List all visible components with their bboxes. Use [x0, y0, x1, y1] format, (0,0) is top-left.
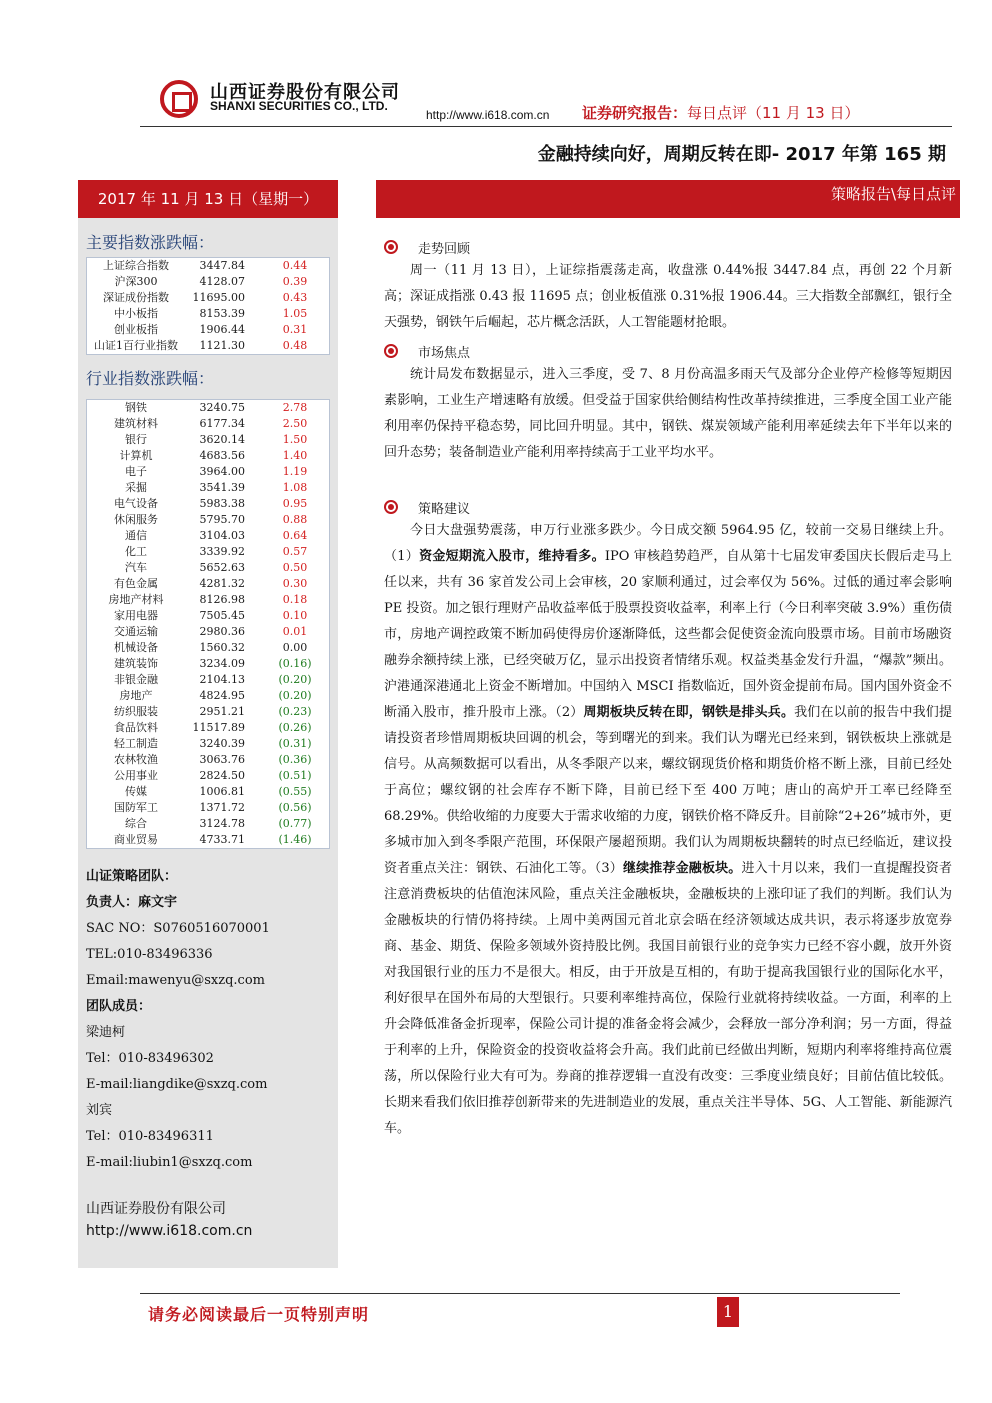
index-change: 0.31 — [282, 323, 308, 336]
industry-value: 3240.75 — [199, 401, 245, 414]
industry-value: 3541.39 — [199, 481, 245, 494]
footer-website-link[interactable]: http://www.i618.com.cn — [86, 1223, 253, 1239]
industry-name: 农林牧渔 — [114, 753, 158, 766]
header-website-link[interactable]: http://www.i618.com.cn — [426, 108, 550, 122]
industry-value: 2824.50 — [199, 769, 245, 782]
table-row — [87, 274, 329, 290]
industry-name: 建筑材料 — [114, 417, 158, 430]
industry-name: 房地产材料 — [108, 593, 164, 606]
category-banner — [376, 180, 960, 218]
industry-change: (0.20) — [278, 689, 312, 702]
footer-divider — [140, 1293, 900, 1294]
industry-change: (0.26) — [278, 721, 312, 734]
industry-name: 采掘 — [125, 481, 147, 494]
industry-change: (0.36) — [278, 753, 312, 766]
table-row — [87, 688, 329, 704]
member-email[interactable]: E-mail:liangdike@sxzq.com — [86, 1077, 268, 1092]
industry-change: (0.56) — [278, 801, 312, 814]
table-row — [87, 416, 329, 432]
company-name-cn: 山西证券股份有限公司 — [210, 82, 400, 103]
members-title: 团队成员： — [86, 999, 152, 1014]
table-row — [87, 496, 329, 512]
industry-change: (0.77) — [278, 817, 312, 830]
industry-value: 3234.09 — [199, 657, 245, 670]
main-index-table — [86, 257, 330, 355]
company-name-en: SHANXI SECURITIES CO., LTD. — [210, 99, 388, 113]
industry-change: (0.55) — [278, 785, 312, 798]
table-row — [87, 290, 329, 306]
table-row — [87, 448, 329, 464]
industry-change: (0.23) — [278, 705, 312, 718]
sidebar-footer — [86, 1198, 252, 1242]
industry-name: 电气设备 — [114, 497, 158, 510]
paragraph-text: IPO 审核趋势趋严，自从第十七届发审委国庆长假后走马上任以来，共有 36 家首发公司上会审核，20 家顺利通过，过会率仅为 56%。过低的通过率会影响 PE 投资。加之银行理财产品收益率低于股票投资收益率，利率上行（今日利率突破 3.9%）重伤债市，房地产调控政策不断加码使得房价逐渐降低，这些都会促使资金流向股票市场。目前市场融资融券余额持续上涨，已经突破万亿，显示出投资者情绪乐观。权益类基金发行升温，“爆款”频出。沪港通深港通北上资金不断增加。中国纳入 MSCI 指数临近，国外资金提前布局。国内国外资金不断涌入股市，推升股市上涨。（2） — [384, 549, 952, 720]
table-row — [87, 720, 329, 736]
footer-company: 山西证券股份有限公司 — [86, 1201, 226, 1217]
table-row — [87, 432, 329, 448]
industry-value: 8126.98 — [199, 593, 245, 606]
table-row — [87, 338, 329, 354]
industry-name: 非银金融 — [114, 673, 158, 686]
table-row — [87, 832, 329, 848]
section-heading — [384, 342, 470, 361]
industry-value: 3124.78 — [199, 817, 245, 830]
page-title: 金融持续向好，周期反转在即- 2017 年第 165 期 — [537, 144, 946, 165]
index-change: 0.44 — [282, 259, 308, 272]
highlight-text: 继续推荐金融板块。 — [622, 861, 742, 876]
index-value: 8153.39 — [199, 307, 245, 320]
table-row — [87, 672, 329, 688]
disclaimer-notice: 请务必阅读最后一页特别声明 — [148, 1305, 370, 1324]
industry-value: 4683.56 — [199, 449, 245, 462]
table-row — [87, 640, 329, 656]
index-name: 深证成份指数 — [103, 291, 169, 304]
industry-value: 3964.00 — [199, 465, 245, 478]
section-title: 市场焦点 — [418, 346, 471, 361]
industry-value: 1006.81 — [199, 785, 245, 798]
highlight-text: 周期板块反转在即，钢铁是排头兵。 — [583, 705, 795, 720]
page-number: 1 — [717, 1297, 739, 1327]
industry-name: 商业贸易 — [114, 833, 158, 846]
header-divider — [140, 126, 952, 127]
industry-name: 家用电器 — [114, 609, 158, 622]
table-row — [87, 624, 329, 640]
industry-change: 0.00 — [282, 641, 308, 654]
company-logo — [160, 80, 198, 118]
industry-name: 纺织服装 — [114, 705, 158, 718]
paragraph — [384, 518, 952, 1142]
industry-index-table — [86, 399, 330, 849]
industry-value: 5652.63 — [199, 561, 245, 574]
index-change: 0.48 — [282, 339, 308, 352]
industry-value: 3620.14 — [199, 433, 245, 446]
index-value: 4128.07 — [199, 275, 245, 288]
index-change: 1.05 — [282, 307, 308, 320]
table-row — [87, 560, 329, 576]
table-row — [87, 306, 329, 322]
industry-value: 3063.76 — [199, 753, 245, 766]
member-name: 刘宾 — [86, 1103, 113, 1118]
industry-name: 国防军工 — [114, 801, 158, 814]
index-value: 1121.30 — [199, 339, 245, 352]
industry-value: 4733.71 — [199, 833, 245, 846]
industry-value: 3240.39 — [199, 737, 245, 750]
table-row — [87, 736, 329, 752]
industry-name: 轻工制造 — [114, 737, 158, 750]
industry-change: 0.10 — [282, 609, 308, 622]
industry-change: (0.16) — [278, 657, 312, 670]
paragraph-text: 今日大盘强势震荡，申万行业涨多跌少。今日成交额 5964.95 亿，较前一交易日继续上升。（1） — [384, 523, 952, 564]
industry-name: 食品饮料 — [114, 721, 158, 734]
member-email[interactable]: E-mail:liubin1@sxzq.com — [86, 1155, 253, 1170]
industry-name: 有色金属 — [114, 577, 158, 590]
industry-value: 3339.92 — [199, 545, 245, 558]
industry-change: 0.30 — [282, 577, 308, 590]
member-name: 梁迪柯 — [86, 1025, 126, 1040]
industry-value: 11517.89 — [192, 721, 245, 734]
table-row — [87, 768, 329, 784]
industry-value: 2104.13 — [199, 673, 245, 686]
industry-name: 房地产 — [119, 689, 153, 702]
industry-change: 2.50 — [282, 417, 308, 430]
section-title: 走势回顾 — [418, 242, 471, 257]
lead-sac: SAC NO：S0760516070001 — [86, 921, 270, 936]
industry-change: 1.19 — [282, 465, 308, 478]
table-row — [87, 784, 329, 800]
report-label: 证券研究报告： — [582, 104, 688, 122]
table-row — [87, 400, 329, 416]
industry-name: 休闲服务 — [114, 513, 158, 526]
highlight-text: 资金短期流入股市，维持看多。 — [419, 549, 605, 564]
index-value: 11695.00 — [192, 291, 245, 304]
industry-value: 3104.03 — [199, 529, 245, 542]
index-change: 0.43 — [282, 291, 308, 304]
industry-name: 建筑装饰 — [114, 657, 158, 670]
table-row — [87, 816, 329, 832]
index-value: 3447.84 — [199, 259, 245, 272]
industry-change: 2.78 — [282, 401, 308, 414]
industry-change: (1.46) — [278, 833, 312, 846]
section-heading — [384, 498, 470, 517]
report-type-text: 每日点评（11 月 13 日） — [687, 104, 860, 122]
industry-change: (0.51) — [278, 769, 312, 782]
table-row — [87, 544, 329, 560]
lead-tel: TEL:010-83496336 — [86, 947, 213, 962]
industry-value: 4281.32 — [199, 577, 245, 590]
industry-change: 0.18 — [282, 593, 308, 606]
industry-change: 1.40 — [282, 449, 308, 462]
index-name: 沪深300 — [114, 275, 158, 288]
industry-change: 0.95 — [282, 497, 308, 510]
industry-value: 2951.21 — [199, 705, 245, 718]
industry-name: 电子 — [125, 465, 147, 478]
index-name: 上证综合指数 — [103, 259, 169, 272]
index-change: 0.39 — [282, 275, 308, 288]
index-name: 中小板指 — [114, 307, 158, 320]
table-row — [87, 480, 329, 496]
table-row — [87, 576, 329, 592]
bullet-icon — [384, 500, 398, 514]
industry-name: 通信 — [125, 529, 147, 542]
team-title: 山证策略团队： — [86, 869, 178, 884]
index-name: 山证1百行业指数 — [94, 339, 178, 352]
main-index-heading: 主要指数涨跌幅： — [86, 233, 215, 252]
report-type — [582, 102, 860, 123]
industry-name: 公用事业 — [114, 769, 158, 782]
industry-name: 综合 — [125, 817, 147, 830]
table-row — [87, 752, 329, 768]
index-name: 创业板指 — [114, 323, 158, 336]
paragraph: 统计局发布数据显示，进入三季度，受 7、8 月份高温多雨天气及部分企业停产检修等短期因素影响，工业生产增速略有放缓。但受益于国家供给侧结构性改革持续推进，三季度全国工业产能利用率仍保持平稳态势，同比回升明显。其中，钢铁、煤炭领域产能利用率延续去年下半年以来的回升态势；装备制造业产能利用率持续高于工业平均水平。 — [384, 367, 952, 460]
industry-index-heading: 行业指数涨跌幅： — [86, 369, 215, 388]
industry-change: 0.88 — [282, 513, 308, 526]
industry-name: 汽车 — [125, 561, 147, 574]
table-row — [87, 528, 329, 544]
table-row — [87, 512, 329, 528]
industry-name: 化工 — [125, 545, 147, 558]
industry-value: 4824.95 — [199, 689, 245, 702]
paragraph: 周一（11 月 13 日），上证综指震荡走高，收盘涨 0.44%报 3447.84 点，再创 22 个月新高；深证成指涨 0.43 报 11695 点；创业板值涨 0.31%报 1906.44。三大指数全部飘红，银行全天强势，钢铁午后崛起，芯片概念活跃，人工智能题材抢眼。 — [384, 263, 952, 330]
paragraph-text: 我们在以前的报告中我们提请投资者珍惜周期板块回调的机会，等到曙光的到来。我们认为曙光已经来到，钢铁板块上涨就是信号。从高频数据可以看出，从冬季限产以来，螺纹钢现货价格和期货价格不断上涨，目前已经处于高位；螺纹钢的社会库存不断下降，目前已经下至 400 万吨；唐山的高炉开工率已经降至 68.29%。供给收缩的力度要大于需求收缩的力度，钢铁价格不降反升。目前除“2+26”城市外，更多城市加入到冬季限产范围，环保限产屡超预期。我们认为周期板块翻转的时点已经临近，建议投资者重点关注：钢铁、石油化工等。（3） — [384, 705, 952, 876]
industry-change: 0.50 — [282, 561, 308, 574]
lead-name: 负责人：麻文宇 — [86, 895, 178, 910]
table-row — [87, 322, 329, 338]
section-title: 策略建议 — [418, 502, 471, 517]
category-label: 策略报告\每日点评 — [830, 185, 956, 203]
industry-change: 0.57 — [282, 545, 308, 558]
member-tel: Tel：010-83496311 — [86, 1129, 214, 1144]
table-row — [87, 592, 329, 608]
lead-email[interactable]: Email:mawenyu@sxzq.com — [86, 973, 265, 988]
date-banner: 2017 年 11 月 13 日（星期一） — [78, 180, 338, 218]
index-value: 1906.44 — [199, 323, 245, 336]
industry-value: 7505.45 — [199, 609, 245, 622]
industry-value: 6177.34 — [199, 417, 245, 430]
team-section — [86, 864, 336, 1176]
industry-change: (0.31) — [278, 737, 312, 750]
industry-change: 1.50 — [282, 433, 308, 446]
table-row — [87, 800, 329, 816]
industry-name: 机械设备 — [114, 641, 158, 654]
bullet-icon — [384, 344, 398, 358]
industry-change: 0.01 — [282, 625, 308, 638]
industry-value: 5795.70 — [199, 513, 245, 526]
table-row — [87, 464, 329, 480]
industry-change: 1.08 — [282, 481, 308, 494]
industry-name: 传媒 — [125, 785, 147, 798]
industry-name: 交通运输 — [114, 625, 158, 638]
industry-change: (0.20) — [278, 673, 312, 686]
table-row — [87, 608, 329, 624]
industry-value: 5983.38 — [199, 497, 245, 510]
industry-name: 计算机 — [119, 449, 153, 462]
bullet-icon — [384, 240, 398, 254]
section-heading — [384, 238, 470, 257]
industry-value: 1560.32 — [199, 641, 245, 654]
table-row — [87, 258, 329, 274]
industry-value: 1371.72 — [199, 801, 245, 814]
table-row — [87, 704, 329, 720]
member-tel: Tel：010-83496302 — [86, 1051, 214, 1066]
industry-name: 银行 — [125, 433, 147, 446]
industry-value: 2980.36 — [199, 625, 245, 638]
table-row — [87, 656, 329, 672]
paragraph-text: 进入十月以来，我们一直提醒投资者注意消费板块的估值泡沫风险，重点关注金融板块，金融板块的上涨印证了我们的判断。我们认为金融板块的行情仍将持续。上周中美两国元首北京会晤在经济领域达成共识，表示将逐步放宽券商、基金、期货、保险多领域外资持股比例。我国目前银行业的竞争实力已经不容小觑，放开外资对我国银行业的压力不是很大。相反，由于开放是互相的，有助于提高我国银行业的国际化水平，利好很早在国外布局的大型银行。只要利率维持高位，保险行业就将持续收益。一方面，利率的上升会降低准备金折现率，保险公司计提的准备金将会减少，会释放一部分净利润；另一方面，得益于利率的上升，保险资金的投资收益将会升高。我们此前已经做出判断，短期内利率将维持高位震荡，所以保险行业大有可为。券商的推荐逻辑一直没有改变：三季度业绩良好；目前估值比较低。长期来看我们依旧推荐创新带来的先进制造业的发展，重点关注半导体、5G、人工智能、新能源汽车。 — [384, 861, 952, 1136]
industry-change: 0.64 — [282, 529, 308, 542]
industry-name: 钢铁 — [125, 401, 147, 414]
